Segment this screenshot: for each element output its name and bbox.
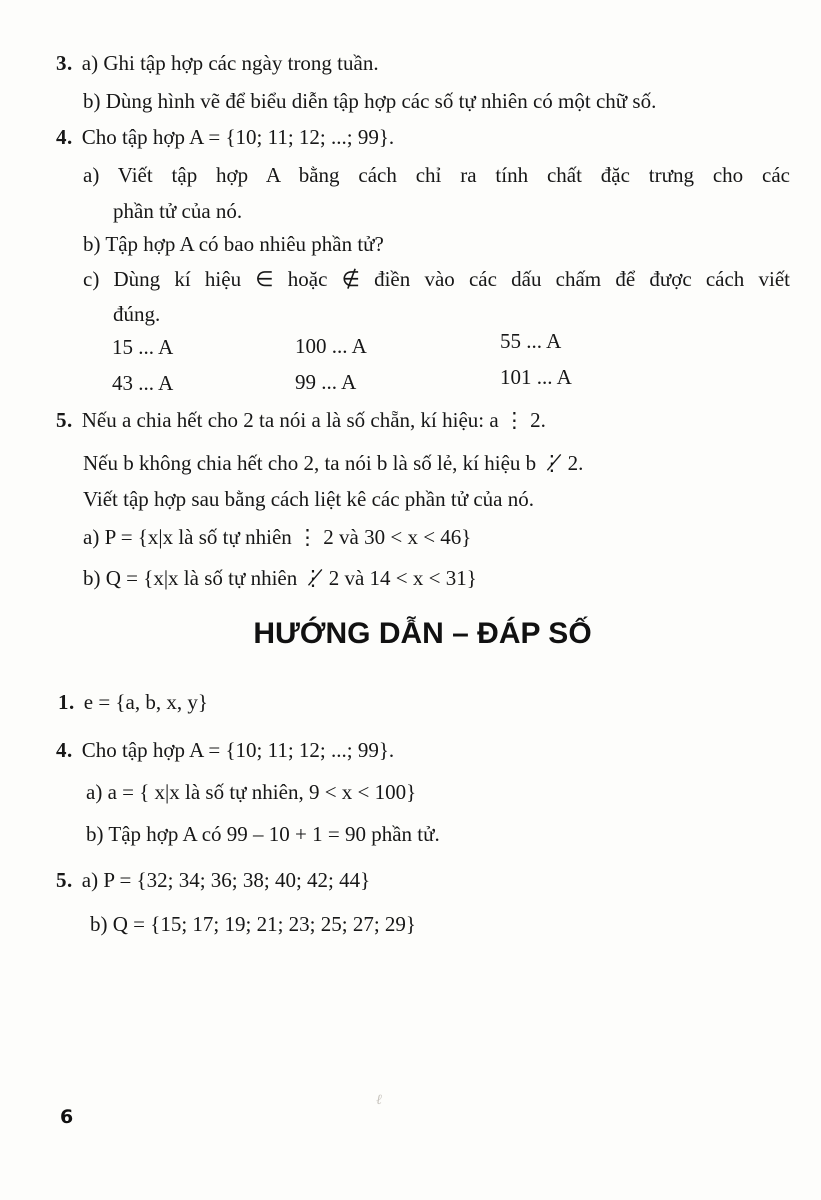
exercise-5-line1 — [56, 407, 546, 434]
exercise-4b-text: b) Tập hợp A có bao nhiêu phần tử? — [83, 232, 384, 256]
answer-1-text: e = {a, b, x, y} — [83, 690, 208, 714]
exercise-5-line2: Nếu b không chia hết cho 2, ta nói b là số lẻ, kí hiệu b ⋮̸ 2. — [83, 451, 584, 475]
exercise-4-intro-line — [56, 124, 394, 151]
exercise-3a-text: a) Ghi tập hợp các ngày trong tuần. — [81, 51, 379, 75]
answer-5a-line — [56, 867, 370, 894]
fill-cell-99: 99 ... A — [295, 370, 357, 394]
exercise-5a-text: a) P = {x|x là số tự nhiên ⋮ 2 và 30 < x < 46} — [83, 525, 472, 549]
answer-5a-text: a) P = {32; 34; 36; 38; 40; 42; 44} — [81, 868, 371, 892]
answer-4-number: 4. — [56, 738, 73, 762]
exercise-5-line3: Viết tập hợp sau bằng cách liệt kê các phần tử của nó. — [83, 487, 534, 511]
answer-5-number: 5. — [56, 868, 73, 892]
answer-5b-text: b) Q = {15; 17; 19; 21; 23; 25; 27; 29} — [90, 912, 417, 936]
exercise-3b-text: b) Dùng hình vẽ để biểu diễn tập hợp các số tự nhiên có một chữ số. — [83, 89, 657, 113]
exercise-4a-line2: phần tử của nó. — [113, 199, 243, 223]
fill-cell-55: 55 ... A — [500, 329, 562, 353]
exercise-3-number: 3. — [56, 51, 73, 75]
page-number: 6 — [60, 1106, 74, 1128]
exercise-4c-line1: c) Dùng kí hiệu ∈ hoặc ∉ điền vào các dấu chấm để được cách viết — [83, 267, 790, 291]
fill-cell-43: 43 ... A — [112, 371, 174, 395]
answer-4-intro-line — [56, 737, 394, 764]
exercise-4-number: 4. — [56, 125, 73, 149]
exercise-4c-line2: đúng. — [113, 302, 161, 326]
answer-1-line — [58, 689, 208, 716]
answer-4a-text: a) a = { x|x là số tự nhiên, 9 < x < 100} — [86, 780, 417, 804]
exercise-4a-line1: a) Viết tập hợp A bằng cách chỉ ra tính chất đặc trưng cho các — [83, 163, 790, 187]
exercise-3-line-a — [56, 50, 379, 77]
fill-cell-15: 15 ... A — [112, 335, 174, 359]
answer-1-number: 1. — [58, 690, 75, 714]
scan-artifact-mark: ℓ — [376, 1093, 382, 1108]
exercise-5-line1-text: Nếu a chia hết cho 2 ta nói a là số chẵn, kí hiệu: a ⋮ 2. — [81, 408, 546, 432]
fill-cell-100: 100 ... A — [295, 334, 367, 358]
answer-4-intro-text: Cho tập hợp A = {10; 11; 12; ...; 99}. — [81, 738, 395, 762]
answer-4b-text: b) Tập hợp A có 99 – 10 + 1 = 90 phần tử. — [86, 822, 440, 846]
fill-cell-101: 101 ... A — [500, 365, 572, 389]
exercise-4-intro-text: Cho tập hợp A = {10; 11; 12; ...; 99}. — [81, 125, 395, 149]
exercise-5b-text: b) Q = {x|x là số tự nhiên ⋮̸ 2 và 14 < x < 31} — [83, 566, 477, 590]
exercise-5-number: 5. — [56, 408, 73, 432]
answers-section-heading: HƯỚNG DẪN – ĐÁP SỐ — [253, 617, 592, 650]
